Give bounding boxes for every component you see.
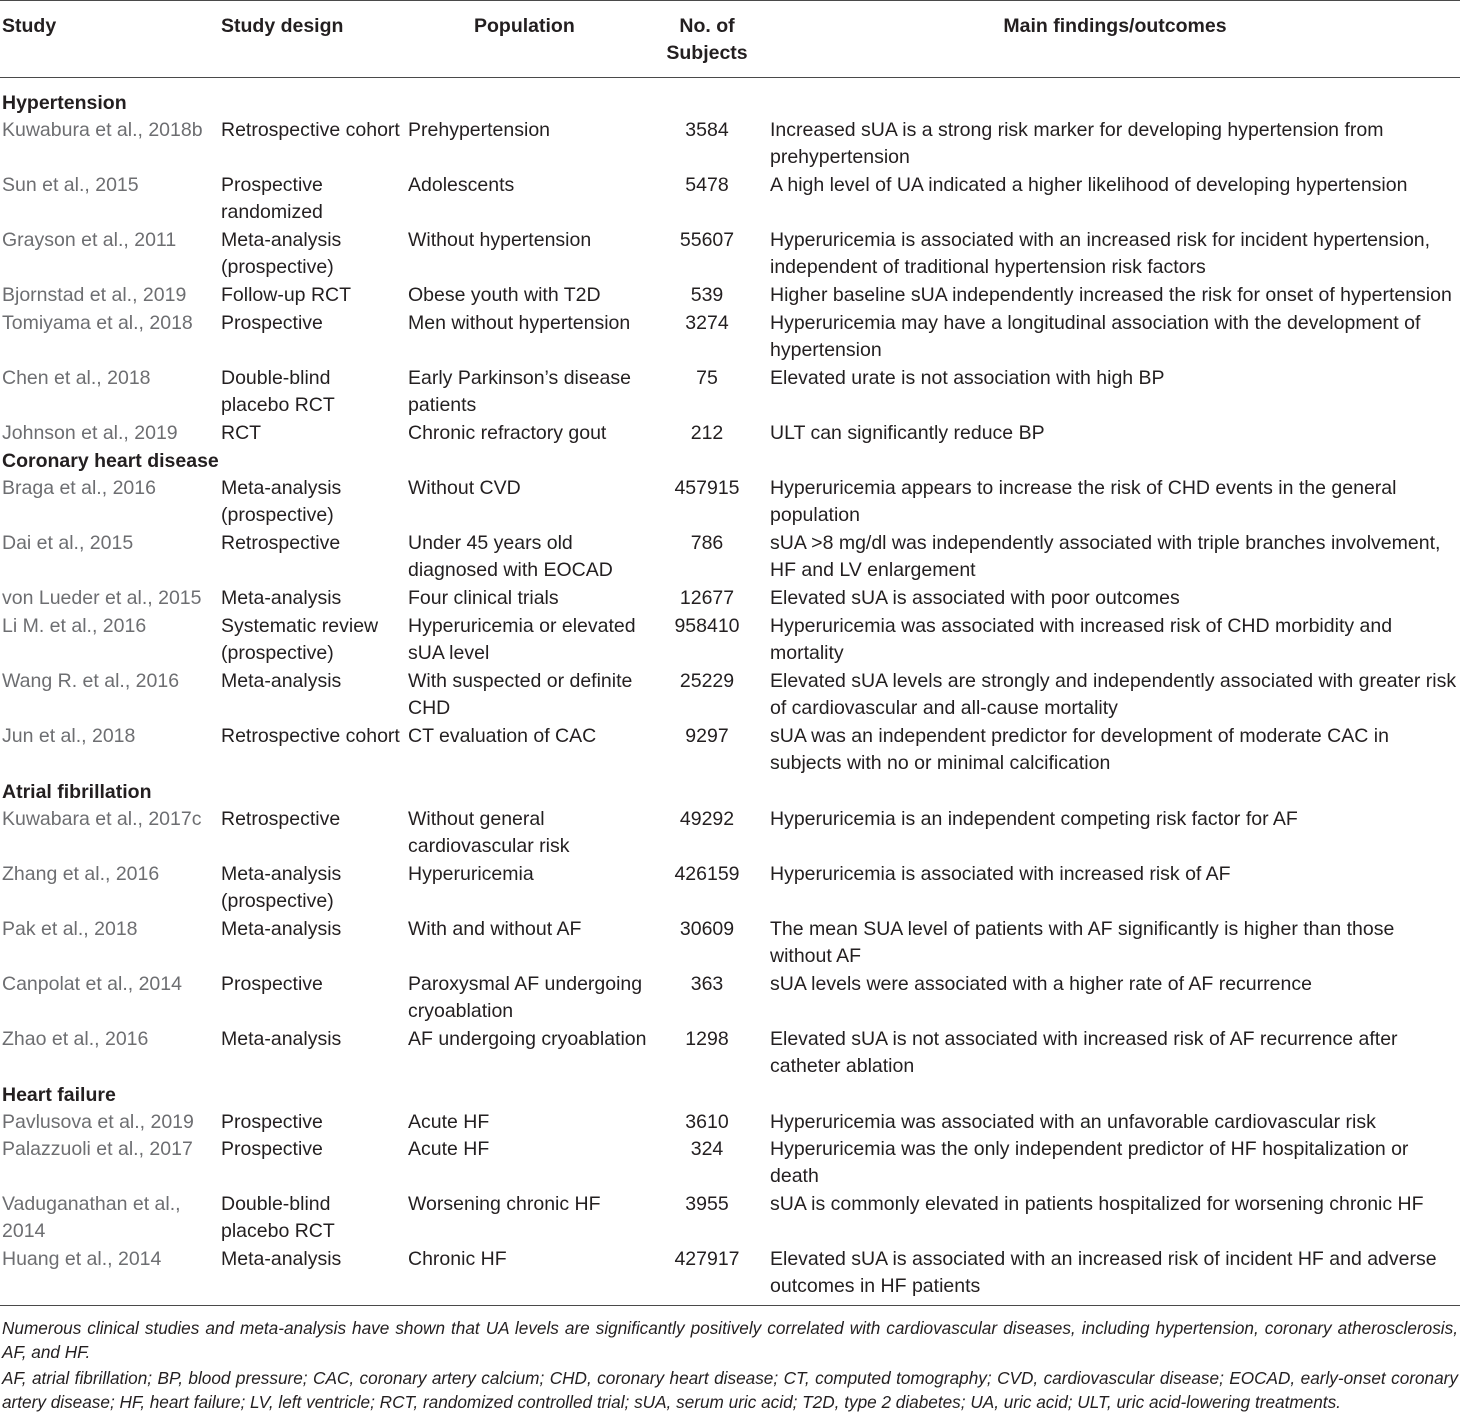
table-row bbox=[0, 585, 1460, 613]
cell-population: Hyperuricemia bbox=[408, 862, 534, 885]
cell-population: Without hypertension bbox=[408, 229, 592, 251]
cell-main-findings: Hyperuricemia was associated with an unfavorable cardiovascular risk bbox=[770, 1110, 1376, 1133]
cell-number-of-subjects: 3955 bbox=[685, 1193, 729, 1215]
cell-main-findings: Hyperuricemia was associated with increased risk of CHD morbidity and mortality bbox=[770, 614, 1393, 664]
cell-population: Without CVD bbox=[408, 477, 521, 499]
cell-population: Obese youth with T2D bbox=[408, 284, 601, 306]
cell-main-findings: Hyperuricemia appears to increase the risk of CHD events in the general population bbox=[770, 477, 1397, 527]
cell-study-design: Meta-analysis bbox=[221, 1027, 342, 1050]
cell-population: Paroxysmal AF undergoing cryoablation bbox=[408, 972, 643, 1022]
table-row bbox=[0, 613, 1460, 668]
table-row bbox=[0, 227, 1460, 282]
table-bottom-rule bbox=[0, 1305, 1460, 1306]
cell-population: Men without hypertension bbox=[408, 311, 631, 334]
cell-study: Tomiyama et al., 2018 bbox=[2, 311, 193, 334]
cell-study-design: Retrospective cohort bbox=[221, 119, 400, 141]
cell-number-of-subjects: 5478 bbox=[685, 174, 729, 196]
cell-number-of-subjects: 363 bbox=[690, 972, 724, 995]
table-row bbox=[0, 668, 1460, 723]
cell-study: Chen et al., 2018 bbox=[2, 366, 151, 389]
cell-main-findings: sUA was an independent predictor for development of moderate CAC in subjects with no or minimal calcification bbox=[770, 724, 1389, 774]
cell-study-design: Prospective randomized bbox=[221, 174, 323, 224]
header-number-of-subjects: No. of Subjects bbox=[666, 15, 748, 64]
cell-number-of-subjects: 212 bbox=[690, 421, 724, 444]
cell-number-of-subjects: 12677 bbox=[679, 587, 735, 609]
cell-number-of-subjects: 539 bbox=[690, 284, 724, 306]
cell-main-findings: sUA levels were associated with a higher rate of AF recurrence bbox=[770, 972, 1312, 995]
cell-main-findings: sUA >8 mg/dl was independently associated with triple branches involvement, HF and LV enlargement bbox=[770, 532, 1441, 582]
cell-main-findings: The mean SUA level of patients with AF significantly is higher than those without AF bbox=[770, 917, 1395, 967]
table-row bbox=[0, 861, 1460, 916]
cell-main-findings: Elevated sUA is associated with poor outcomes bbox=[770, 587, 1180, 609]
section-heading: Atrial fibrillation bbox=[2, 780, 152, 803]
table-row bbox=[0, 475, 1460, 530]
cell-study: Palazzuoli et al., 2017 bbox=[2, 1138, 193, 1160]
table-row bbox=[0, 723, 1460, 778]
cell-main-findings: Elevated sUA is not associated with increased risk of AF recurrence after catheter ablation bbox=[770, 1027, 1398, 1077]
table-row bbox=[0, 117, 1460, 172]
cell-study: Johnson et al., 2019 bbox=[2, 421, 178, 444]
cell-population: With and without AF bbox=[408, 917, 582, 940]
cell-study: Pavlusova et al., 2019 bbox=[2, 1110, 194, 1133]
cell-main-findings: Higher baseline sUA independently increased the risk for onset of hypertension bbox=[770, 284, 1452, 306]
header-study: Study bbox=[2, 15, 57, 37]
cell-study: Jun et al., 2018 bbox=[2, 724, 136, 747]
cell-study-design: Meta-analysis bbox=[221, 917, 342, 940]
cell-population: Chronic HF bbox=[408, 1248, 507, 1270]
cell-population: Acute HF bbox=[408, 1138, 490, 1160]
cell-main-findings: sUA is commonly elevated in patients hospitalized for worsening chronic HF bbox=[770, 1193, 1424, 1215]
cell-number-of-subjects: 49292 bbox=[679, 807, 735, 830]
cell-study: Zhao et al., 2016 bbox=[2, 1027, 149, 1050]
cell-main-findings: A high level of UA indicated a higher likelihood of developing hypertension bbox=[770, 174, 1408, 196]
cell-population: AF undergoing cryoablation bbox=[408, 1027, 647, 1050]
cell-population: Acute HF bbox=[408, 1110, 490, 1133]
cell-population: Prehypertension bbox=[408, 119, 551, 141]
cell-study-design: Retrospective bbox=[221, 532, 341, 554]
header-population: Population bbox=[474, 15, 575, 37]
cell-population: Early Parkinson’s disease patients bbox=[408, 366, 631, 416]
table-row bbox=[0, 365, 1460, 420]
table-row bbox=[0, 310, 1460, 365]
table-row bbox=[0, 172, 1460, 227]
table-header-rule bbox=[0, 77, 1460, 78]
table-row bbox=[0, 916, 1460, 971]
cell-population: Adolescents bbox=[408, 174, 515, 196]
table-row bbox=[0, 1109, 1460, 1137]
cell-study-design: Meta-analysis bbox=[221, 587, 342, 609]
table-row bbox=[0, 282, 1460, 310]
cell-study: Braga et al., 2016 bbox=[2, 477, 156, 499]
cell-population: Without general cardiovascular risk bbox=[408, 807, 570, 857]
table-row bbox=[0, 1246, 1460, 1301]
cell-study-design: Retrospective bbox=[221, 807, 341, 830]
cell-study: Sun et al., 2015 bbox=[2, 174, 139, 196]
cell-population: With suspected or definite CHD bbox=[408, 669, 633, 719]
cell-population: Worsening chronic HF bbox=[408, 1193, 601, 1215]
cell-study: Dai et al., 2015 bbox=[2, 532, 134, 554]
cell-study-design: Follow-up RCT bbox=[221, 284, 352, 306]
cell-number-of-subjects: 25229 bbox=[679, 669, 735, 692]
cell-number-of-subjects: 1298 bbox=[685, 1027, 729, 1050]
header-study-design: Study design bbox=[221, 15, 344, 37]
cell-main-findings: Hyperuricemia may have a longitudinal association with the development of hypertension bbox=[770, 311, 1421, 361]
cell-study: Bjornstad et al., 2019 bbox=[2, 284, 187, 306]
cell-main-findings: Elevated urate is not association with high BP bbox=[770, 366, 1165, 389]
cell-main-findings: Elevated sUA levels are strongly and independently associated with greater risk of cardiovascular and all-cause mortality bbox=[770, 669, 1457, 719]
section-heading: Hypertension bbox=[2, 92, 127, 114]
table-row bbox=[0, 1026, 1460, 1081]
table-footnote-abbreviations: AF, atrial fibrillation; BP, blood pressure; CAC, coronary artery calcium; CHD, coronary heart disease; CT, computed tomography; CVD, cardiovascular disease; EOCAD, early-onset coronary artery disease; HF, heart failure; LV, left ventricle; RCT, randomized controlled trial; sUA, serum uric acid; T2D, type 2 diabetes; UA, uric acid; ULT, uric acid-lowering treatments. bbox=[2, 1368, 1458, 1412]
cell-main-findings: Hyperuricemia is associated with an increased risk for incident hypertension, independent of traditional hypertension risk factors bbox=[770, 229, 1431, 279]
cell-study-design: Prospective bbox=[221, 1110, 323, 1133]
table-row bbox=[0, 530, 1460, 585]
cell-study: Vaduganathan et al., 2014 bbox=[2, 1193, 181, 1243]
cell-study: von Lueder et al., 2015 bbox=[2, 587, 202, 609]
cell-study-design: Double-blind placebo RCT bbox=[221, 366, 335, 416]
cell-study-design: Double-blind placebo RCT bbox=[221, 1193, 335, 1243]
cell-number-of-subjects: 786 bbox=[690, 532, 724, 554]
cell-main-findings: Elevated sUA is associated with an increased risk of incident HF and adverse outcomes in HF patients bbox=[770, 1248, 1437, 1298]
header-main-findings: Main findings/outcomes bbox=[1003, 15, 1227, 37]
cell-number-of-subjects: 457915 bbox=[674, 477, 740, 499]
table-footnote-summary: Numerous clinical studies and meta-analysis have shown that UA levels are significantly positively correlated with cardiovascular diseases, including hypertension, coronary atherosclerosis, AF, and HF. bbox=[2, 1318, 1458, 1362]
cell-population: CT evaluation of CAC bbox=[408, 724, 597, 747]
cell-study: Canpolat et al., 2014 bbox=[2, 972, 182, 995]
cell-study-design: Systematic review (prospective) bbox=[221, 614, 379, 664]
cell-population: Hyperuricemia or elevated sUA level bbox=[408, 614, 636, 664]
cell-number-of-subjects: 427917 bbox=[674, 1248, 740, 1270]
cell-study-design: Meta-analysis (prospective) bbox=[221, 477, 342, 527]
cell-study-design: Meta-analysis bbox=[221, 669, 342, 692]
cell-population: Under 45 years old diagnosed with EOCAD bbox=[408, 532, 613, 582]
table-row bbox=[0, 1191, 1460, 1246]
cell-number-of-subjects: 75 bbox=[696, 366, 718, 389]
cell-study: Huang et al., 2014 bbox=[2, 1248, 162, 1270]
cell-population: Four clinical trials bbox=[408, 587, 559, 609]
cell-study-design: Prospective bbox=[221, 1138, 323, 1160]
cell-main-findings: Hyperuricemia is associated with increased risk of AF bbox=[770, 862, 1231, 885]
cell-study-design: Meta-analysis (prospective) bbox=[221, 862, 342, 912]
cell-study-design: Meta-analysis bbox=[221, 1248, 342, 1270]
cell-study: Grayson et al., 2011 bbox=[2, 229, 177, 251]
table-row bbox=[0, 806, 1460, 861]
cell-study: Zhang et al., 2016 bbox=[2, 862, 160, 885]
cell-main-findings: ULT can significantly reduce BP bbox=[770, 421, 1045, 444]
table-row bbox=[0, 971, 1460, 1026]
cell-main-findings: Hyperuricemia was the only independent predictor of HF hospitalization or death bbox=[770, 1138, 1409, 1188]
cell-study-design: Prospective bbox=[221, 311, 323, 334]
cell-study: Li M. et al., 2016 bbox=[2, 614, 147, 637]
cell-number-of-subjects: 3584 bbox=[685, 119, 729, 141]
cell-number-of-subjects: 324 bbox=[690, 1138, 724, 1160]
table-row bbox=[0, 420, 1460, 448]
table-row bbox=[0, 1136, 1460, 1191]
cell-study: Pak et al., 2018 bbox=[2, 917, 138, 940]
cell-number-of-subjects: 3610 bbox=[685, 1110, 729, 1133]
cell-number-of-subjects: 426159 bbox=[674, 862, 740, 885]
cell-study-design: Meta-analysis (prospective) bbox=[221, 229, 342, 279]
cell-study: Kuwabura et al., 2018b bbox=[2, 119, 203, 141]
cell-study: Wang R. et al., 2016 bbox=[2, 669, 180, 692]
cell-number-of-subjects: 3274 bbox=[685, 311, 729, 334]
section-heading: Coronary heart disease bbox=[2, 450, 219, 472]
cell-number-of-subjects: 9297 bbox=[685, 724, 729, 747]
cell-study-design: RCT bbox=[221, 421, 262, 444]
table-body bbox=[0, 89, 1460, 1301]
table-top-rule bbox=[0, 0, 1460, 1]
cell-number-of-subjects: 55607 bbox=[679, 229, 735, 251]
section-heading: Heart failure bbox=[2, 1083, 116, 1106]
cell-main-findings: Increased sUA is a strong risk marker for developing hypertension from prehypertension bbox=[770, 119, 1384, 169]
cell-number-of-subjects: 30609 bbox=[679, 917, 735, 940]
cell-study: Kuwabara et al., 2017c bbox=[2, 807, 202, 830]
cell-number-of-subjects: 958410 bbox=[674, 614, 740, 637]
cell-study-design: Prospective bbox=[221, 972, 323, 995]
cell-population: Chronic refractory gout bbox=[408, 421, 607, 444]
cell-main-findings: Hyperuricemia is an independent competing risk factor for AF bbox=[770, 807, 1298, 830]
cell-study-design: Retrospective cohort bbox=[221, 724, 400, 747]
